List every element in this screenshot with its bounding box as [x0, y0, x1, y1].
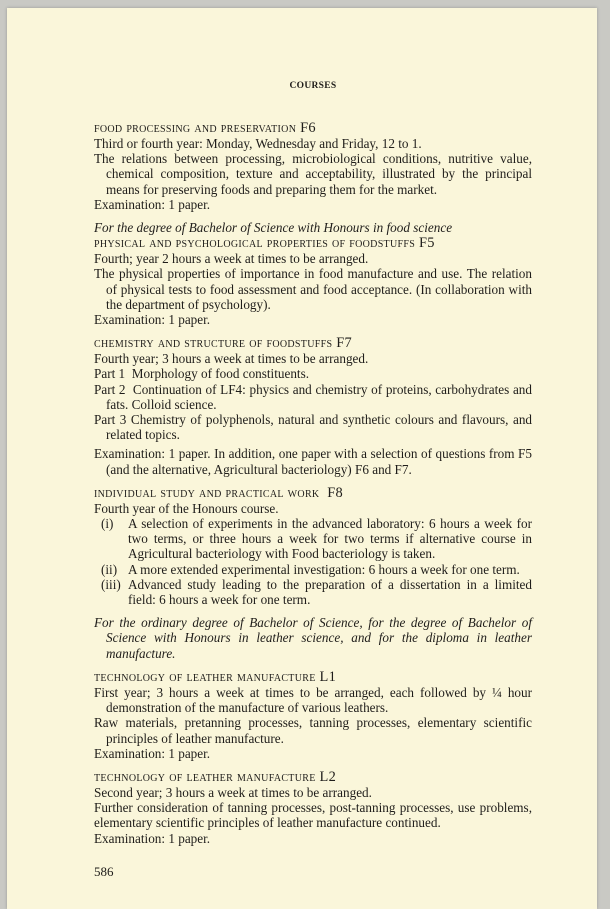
course-description: The physical properties of importance in food manufacture and use. The relation of physical tests to food assessment and food acceptance. (In collaboration with the department of psychology).	[94, 266, 532, 312]
running-head: COURSES	[289, 81, 337, 91]
course-part	[94, 366, 532, 381]
course-title-text: food processing and preservation	[94, 120, 297, 136]
course-schedule: Fourth; year 2 hours a week at times to be arranged.	[94, 251, 369, 267]
item-text: A selection of experiments in the advanced laboratory: 6 hours a week for two terms, or three hours a week for two terms if alternative course in Agricultural bacteriology with Food bacteriology is taken.	[128, 516, 532, 562]
course-examination: Examination: 1 paper.	[94, 830, 211, 846]
course-part	[94, 382, 532, 412]
course-examination: Examination: 1 paper.	[94, 312, 211, 328]
course-code: F7	[336, 335, 353, 352]
page-content	[94, 79, 532, 879]
course-item	[94, 577, 532, 607]
part-text: Chemistry of polyphenols, natural and synthetic colours and flavours, and related topics.	[106, 412, 533, 443]
degree-note: For the degree of Bachelor of Science with Honours in food science	[94, 220, 453, 236]
leather-degree-note	[94, 615, 532, 661]
course-l1	[94, 669, 532, 761]
item-number: (ii)	[101, 561, 118, 577]
course-f5	[94, 220, 532, 327]
part-label: Part 1	[94, 366, 126, 382]
course-description: Further consideration of tanning processes, post-tanning processes, use problems, elementary scientific principles of leather manufacture continued.	[94, 800, 532, 831]
course-schedule: Fourth year; 3 hours a week at times to be arranged.	[94, 351, 369, 367]
course-code: F8	[327, 484, 344, 501]
course-f8	[94, 485, 532, 607]
course-description: The relations between processing, microbiological conditions, nutritive value, chemical composition, texture and acceptability, illustrated by the principal means for preserving foods and preparing them for the market.	[94, 151, 532, 197]
course-l2	[94, 769, 532, 846]
degree-note: For the ordinary degree of Bachelor of Science, for the degree of Bachelor of Science with Honours in leather science, and for the diploma in leather manufacture.	[94, 615, 532, 661]
course-code: L2	[319, 768, 337, 785]
item-number: (i)	[101, 516, 114, 532]
course-title	[94, 335, 532, 351]
part-label: Part 3	[94, 412, 127, 428]
course-schedule: Third or fourth year: Monday, Wednesday and Friday, 12 to 1.	[94, 136, 422, 151]
course-title-text: technology of leather manufacture	[94, 768, 316, 785]
course-title-text: technology of leather manufacture	[94, 668, 316, 685]
course-description: Raw materials, pretanning processes, tanning processes, elementary scientific principles of leather manufacture.	[94, 715, 532, 746]
course-examination: Examination: 1 paper.	[94, 745, 211, 761]
course-code: F6	[300, 120, 316, 136]
part-text: Morphology of food constituents.	[131, 366, 310, 382]
course-code: F5	[418, 235, 435, 252]
course-part	[94, 412, 532, 442]
course-title	[94, 120, 532, 136]
course-examination: Examination: 1 paper. In addition, one paper with a selection of questions from F5 (and the alternative, Agricultural bacteriology) F6 and F7.	[94, 446, 532, 477]
book-page	[7, 8, 597, 909]
course-item	[94, 562, 532, 577]
course-schedule: Second year; 3 hours a week at times to be arranged.	[94, 784, 372, 800]
course-title	[94, 235, 532, 251]
item-text: Advanced study leading to the preparation of a dissertation in a limited field: 6 hours a week for one term.	[128, 576, 532, 608]
part-label: Part 2	[94, 381, 126, 397]
item-text: A more extended experimental investigation: 6 hours a week for one term.	[128, 561, 520, 577]
course-code: L1	[319, 668, 337, 685]
course-item	[94, 516, 532, 562]
course-intro: Fourth year of the Honours course.	[94, 500, 279, 516]
item-number: (iii)	[101, 576, 121, 592]
course-title-text: chemistry and structure of foodstuffs	[94, 335, 333, 352]
course-title-text: individual study and practical work	[94, 484, 320, 501]
course-f6	[94, 120, 532, 212]
course-f7	[94, 335, 532, 477]
course-title	[94, 669, 532, 685]
course-title-text: physical and psychological properties of foodstuffs	[94, 235, 416, 252]
course-title	[94, 769, 532, 785]
course-title	[94, 485, 532, 501]
course-examination: Examination: 1 paper.	[94, 196, 211, 212]
page-number: 586	[94, 863, 114, 879]
course-schedule: First year; 3 hours a week at times to be arranged, each followed by ¼ hour demonstration of the manufacture of various leathers.	[94, 684, 532, 716]
part-text: Continuation of LF4: physics and chemistry of proteins, carbohydrates and fats. Colloid science.	[106, 381, 532, 412]
